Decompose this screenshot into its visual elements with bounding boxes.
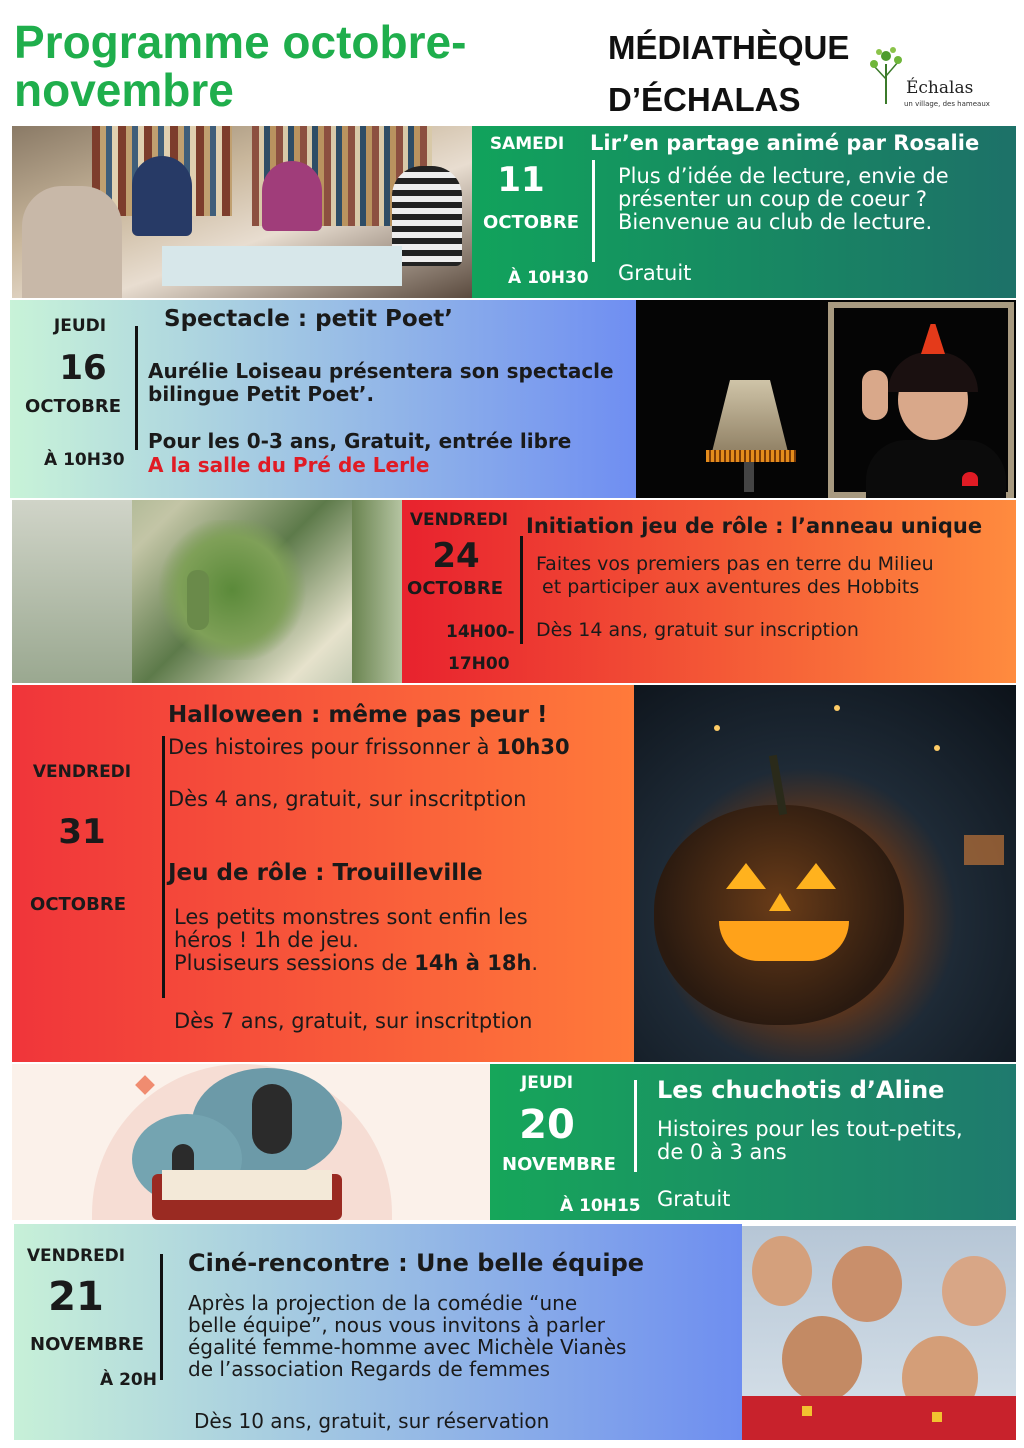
event-description xyxy=(536,553,934,599)
logo-subtitle: un village, des hameaux xyxy=(904,100,990,108)
event-date-number: 21 xyxy=(48,1274,104,1320)
event-day: VENDREDI xyxy=(409,510,509,530)
event-date-number: 24 xyxy=(432,536,480,576)
divider xyxy=(634,1080,637,1172)
description-line: Après la projection de la comédie “une xyxy=(188,1291,578,1315)
event-title: Lir’en partage animé par Rosalie xyxy=(590,131,980,155)
logo-text: Échalas xyxy=(906,78,974,98)
event-month: OCTOBRE xyxy=(30,894,126,915)
event-description xyxy=(148,360,614,406)
event-subtitle: Jeu de rôle : Trouilleville xyxy=(168,860,483,886)
event-title: Les chuchotis d’Aline xyxy=(657,1076,945,1104)
event-month: OCTOBRE xyxy=(483,212,579,233)
event-description-2 xyxy=(174,906,538,975)
event-time: À 10H30 xyxy=(508,268,589,288)
description-time: 10h30 xyxy=(496,735,570,759)
divider xyxy=(520,536,523,644)
description-text: Des histoires pour frissonner à xyxy=(168,735,497,759)
description-line: Aurélie Loiseau présentera son spectacle xyxy=(148,359,614,383)
description-line: de l’association Regards de femmes xyxy=(188,1357,551,1381)
title-line-2: novembre xyxy=(14,64,234,116)
event-day: JEUDI xyxy=(520,1073,574,1093)
event-description xyxy=(168,736,570,759)
title-line-1: Programme octobre- xyxy=(14,16,467,68)
description-line: bilingue Petit Poet’. xyxy=(148,382,375,406)
event-time: À 20H xyxy=(100,1370,157,1390)
divider xyxy=(160,1254,163,1380)
movie-team-photo xyxy=(742,1226,1016,1440)
event-title: Initiation jeu de rôle : l’anneau unique xyxy=(526,514,983,538)
event-month: OCTOBRE xyxy=(407,578,503,599)
event-time-end: 17H00 xyxy=(448,654,510,674)
event-time: À 10H15 xyxy=(560,1196,641,1216)
description-line: de 0 à 3 ans xyxy=(657,1140,787,1164)
event-day: JEUDI xyxy=(53,316,107,336)
event-time: À 10H30 xyxy=(44,450,125,470)
description-line: Plus d’idée de lecture, envie de xyxy=(618,164,949,188)
hobbit-scene-photo xyxy=(12,500,402,683)
description-line: Faites vos premiers pas en terre du Milieu xyxy=(536,553,934,575)
description-text: . xyxy=(531,951,539,975)
event-date-number: 31 xyxy=(58,812,106,852)
description-line: présenter un coup de coeur ? xyxy=(618,187,928,211)
description-line: et participer aux aventures des Hobbits xyxy=(536,576,920,598)
event-date-number: 20 xyxy=(519,1102,575,1148)
event-month: NOVEMBRE xyxy=(502,1154,616,1175)
event-day: SAMEDI xyxy=(489,134,565,154)
koala-illustration xyxy=(12,1064,490,1220)
description-line: Histoires pour les tout-petits, xyxy=(657,1117,963,1141)
event-month: NOVEMBRE xyxy=(30,1334,144,1355)
venue-name xyxy=(608,22,898,126)
description-line: belle équipe”, nous vous invitons à parler xyxy=(188,1313,606,1337)
spectacle-photo xyxy=(636,300,1016,498)
event-info: Pour les 0-3 ans, Gratuit, entrée libre xyxy=(148,429,572,453)
event-info: Dès 10 ans, gratuit, sur réservation xyxy=(194,1409,550,1433)
divider xyxy=(592,160,595,262)
event-info-2: Dès 7 ans, gratuit, sur inscritption xyxy=(174,1009,533,1033)
description-line: égalité femme-homme avec Michèle Vianès xyxy=(188,1335,627,1359)
event-day: VENDREDI xyxy=(32,762,132,782)
description-time: 14h à 18h xyxy=(414,951,532,975)
description-line: Bienvenue au club de lecture. xyxy=(618,210,933,234)
description-line xyxy=(174,952,538,975)
event-time-start: 14H00- xyxy=(446,622,515,642)
event-description xyxy=(657,1118,963,1164)
book-club-photo xyxy=(12,126,472,298)
venue-line-1: MÉDIATHÈQUE xyxy=(608,29,850,66)
halloween-pumpkin-photo xyxy=(634,685,1016,1062)
event-info: Dès 14 ans, gratuit sur inscription xyxy=(536,619,859,641)
event-info: Dès 4 ans, gratuit, sur inscritption xyxy=(168,787,527,811)
event-title: Ciné-rencontre : Une belle équipe xyxy=(188,1249,645,1277)
description-line: Les petits monstres sont enfin les xyxy=(174,905,528,929)
divider xyxy=(135,326,138,450)
description-text: Plusiseurs sessions de xyxy=(174,951,415,975)
event-info: Gratuit xyxy=(618,261,692,285)
description-line: héros ! 1h de jeu. xyxy=(174,928,359,952)
event-description xyxy=(618,165,949,234)
divider xyxy=(162,736,165,998)
event-location: A la salle du Pré de Lerle xyxy=(148,453,430,477)
event-title: Halloween : même pas peur ! xyxy=(168,702,548,728)
event-info: Gratuit xyxy=(657,1187,731,1211)
event-description xyxy=(188,1292,626,1380)
event-day: VENDREDI xyxy=(26,1246,126,1266)
event-date-number: 11 xyxy=(497,160,545,200)
tree-logo-icon xyxy=(866,44,906,106)
page-title xyxy=(14,18,604,114)
event-month: OCTOBRE xyxy=(25,396,121,417)
event-date-number: 16 xyxy=(59,348,107,388)
event-title: Spectacle : petit Poet’ xyxy=(164,306,454,332)
venue-line-2: D’ÉCHALAS xyxy=(608,81,801,118)
